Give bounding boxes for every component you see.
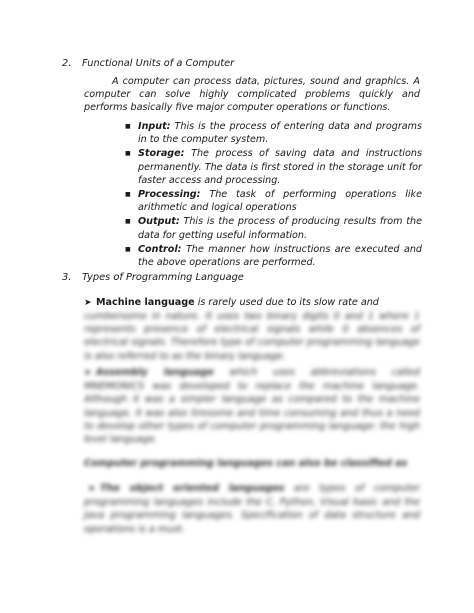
functional-units-list [126,120,422,269]
desc-storage: The process of saving data and instructions permanently. The data is first stored in the storage unit for faster access and processing. [138,148,422,186]
classification-heading: Computer programming languages can also be classified as [84,458,408,469]
machine-language-text: is rarely used due to its slow rate and [194,297,379,308]
list-item-control [126,243,422,269]
list-item-output [126,215,422,241]
desc-output: This is the process of producing results from the data for getting useful information. [138,216,422,241]
section-3-heading [62,272,244,283]
object-oriented-text: are types of computer programming languages include the C, Python, Visual basic and the Java programming languages. Specification of data structure and operations is a must. [84,483,421,535]
list-item-processing [126,188,422,214]
arrow-bullet-icon: ➤ [84,368,92,378]
assembly-language-paragraph [84,366,420,446]
list-item-input [126,120,422,146]
term-object-oriented: The object oriented languages [100,483,285,494]
section-2-heading [62,58,234,69]
machine-language-continuation: cumbersome in nature. It uses two binary digits 0 and 1 where 1 represents presence of electrical signals while 0 absences of electrical signals. Therefore type of computer programming language is also referred to as the binary language. [84,311,420,362]
section-2-intro: A computer can process data, pictures, sound and graphics. A computer can solve highly complicated problems quickly and performs basically five major computer operations or functions. [84,76,420,114]
arrow-bullet-icon: ➤ [84,298,92,308]
object-oriented-paragraph [84,482,420,536]
term-storage: Storage: [138,148,185,160]
term-machine-language: Machine language [96,297,195,308]
machine-language-paragraph [84,296,420,310]
term-control: Control: [138,243,182,255]
term-assembly-language: Assembly language [96,367,214,378]
term-input: Input: [138,121,171,132]
list-item-storage [126,147,422,187]
section-3-title: Types of Programming Language [82,272,244,283]
section-3-number: 3. [62,272,72,283]
term-processing: Processing: [138,189,201,201]
term-output: Output: [138,216,180,228]
arrow-bullet-icon: ➤ [88,484,96,494]
desc-input: This is the process of entering data and programs in to the computer system. [138,121,422,146]
assembly-language-text: which uses abbreviations called MNEMONICS was developed to replace the machine language. Although it was a simpler language as compared to the machine language, it was also tiresome and time consuming and thus a need to develop other types of computer programming language: the high level language. [84,367,420,446]
desc-processing: The task of performing operations like arithmetic and logical operations [138,189,422,214]
section-2-title: Functional Units of a Computer [82,58,235,69]
section-2-number: 2. [62,58,72,69]
desc-control: The manner how instructions are executed and the above operations are performed. [138,243,422,269]
